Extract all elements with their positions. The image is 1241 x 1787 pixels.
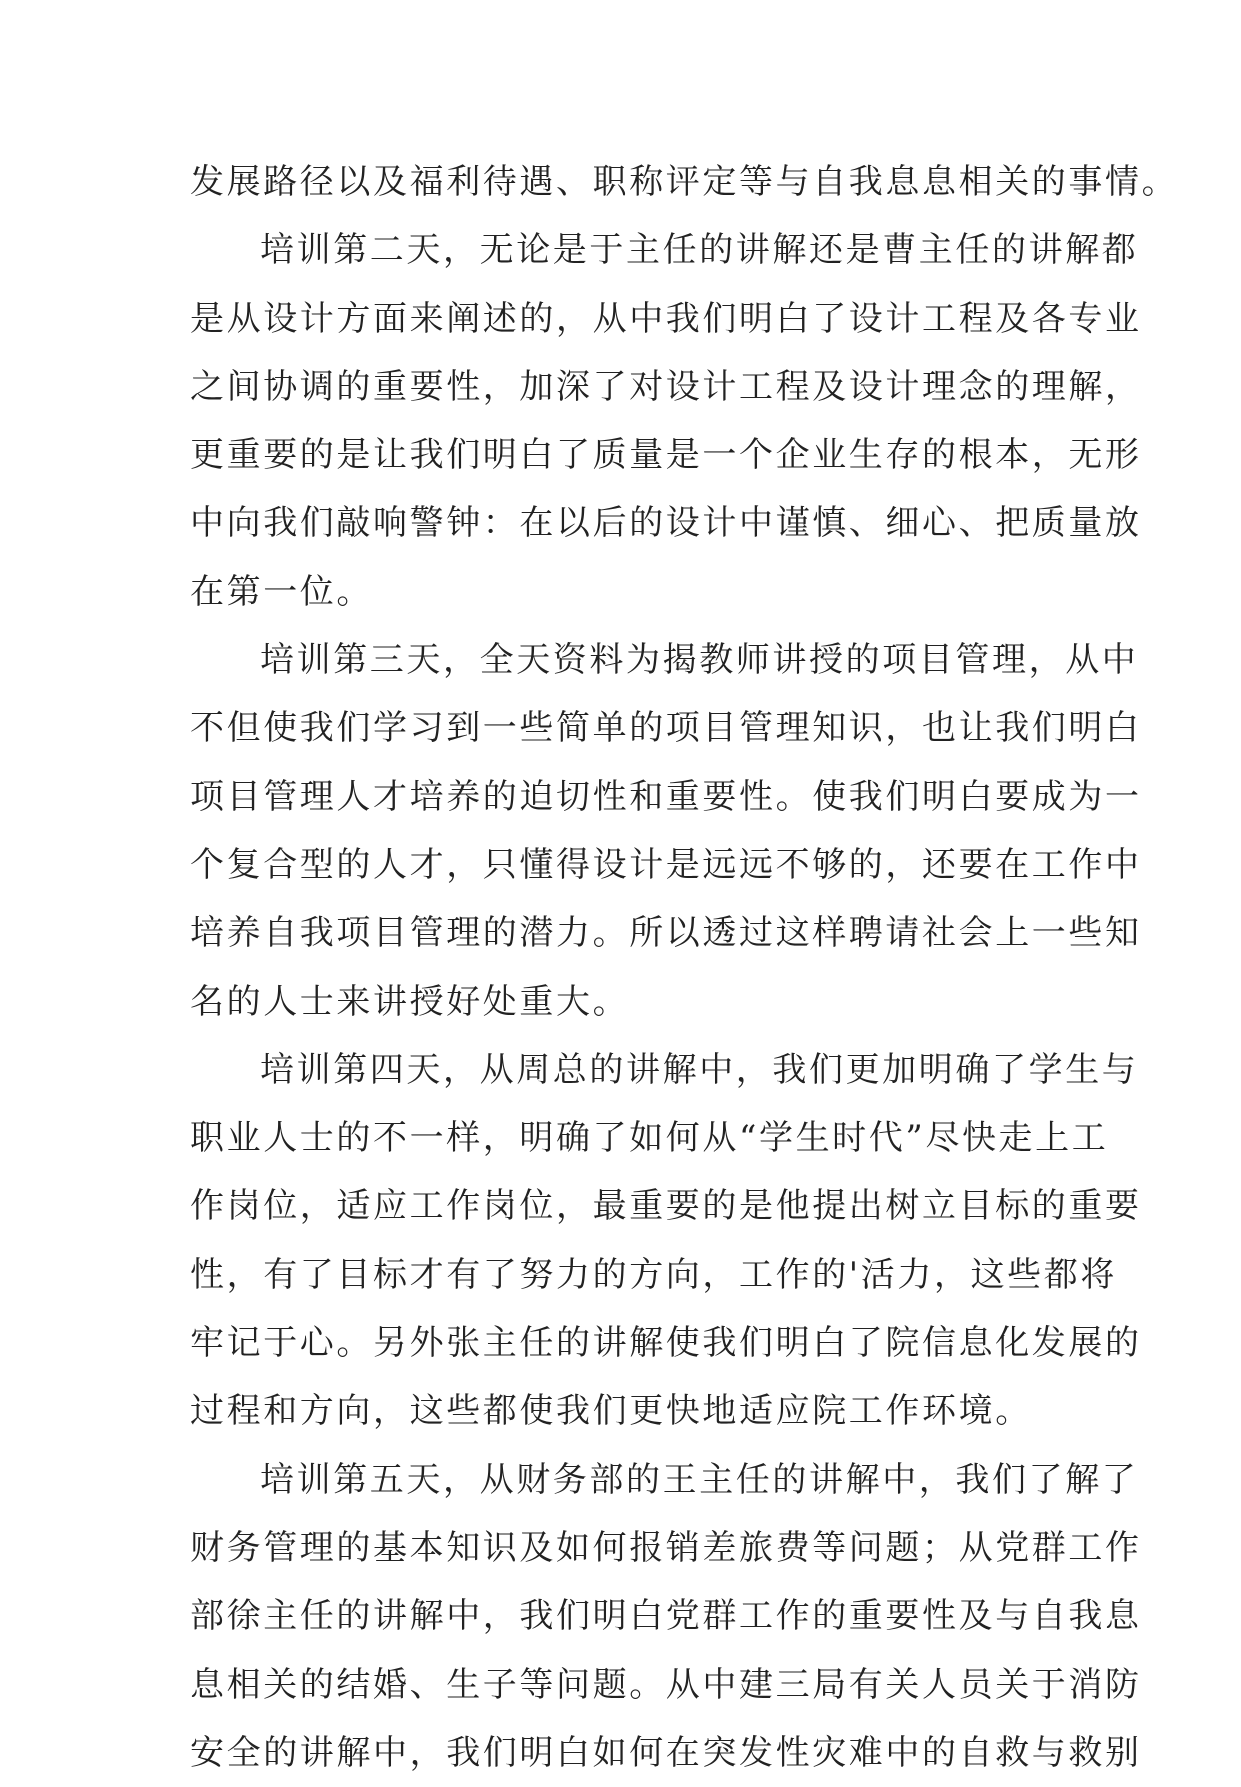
text-line: 过程和方向，这些都使我们更快地适应院工作环境。 <box>190 1391 1032 1432</box>
paragraph-start-line: 培训第四天，从周总的讲解中，我们更加明确了学生与 <box>260 1049 1139 1090</box>
text-line: 是从设计方面来阐述的，从中我们明白了设计工程及各专业 <box>190 298 1142 339</box>
text-line: 息相关的结婚、生子等问题。从中建三局有关人员关于消防 <box>190 1664 1142 1705</box>
paragraph-start-line: 培训第三天，全天资料为揭教师讲授的项目管理，从中 <box>260 640 1139 681</box>
text-line: 职业人士的不一样，明确了如何从“学生时代”尽快走上工 <box>190 1118 1109 1159</box>
text-line: 发展路径以及福利待遇、职称评定等与自我息息相关的事情。 <box>190 162 1179 202</box>
text-line: 在第一位。 <box>190 571 373 612</box>
text-line: 培养自我项目管理的潜力。所以透过这样聘请社会上一些知 <box>190 913 1142 954</box>
paragraph-start-line: 培训第五天，从财务部的王主任的讲解中，我们了解了 <box>260 1459 1139 1500</box>
paragraph-start-line: 培训第二天，无论是于主任的讲解还是曹主任的讲解都 <box>260 230 1139 271</box>
text-line: 安全的讲解中，我们明白如何在突发性灾难中的自救与救别 <box>190 1732 1142 1773</box>
text-line: 名的人士来讲授好处重大。 <box>190 981 630 1022</box>
body-text <box>190 148 1179 1787</box>
text-line: 之间协调的重要性，加深了对设计工程及设计理念的理解， <box>190 366 1142 407</box>
text-line: 牢记于心。另外张主任的讲解使我们明白了院信息化发展的 <box>190 1323 1142 1364</box>
text-line: 不但使我们学习到一些简单的项目管理知识，也让我们明白 <box>190 708 1142 749</box>
text-line: 更重要的是让我们明白了质量是一个企业生存的根本，无形 <box>190 435 1142 476</box>
text-line: 作岗位，适应工作岗位，最重要的是他提出树立目标的重要 <box>190 1186 1142 1227</box>
text-line: 项目管理人才培养的迫切性和重要性。使我们明白要成为一 <box>190 776 1142 817</box>
text-line: 性，有了目标才有了努力的方向，工作的'活力，这些都将 <box>190 1254 1117 1295</box>
text-line: 中向我们敲响警钟：在以后的设计中谨慎、细心、把质量放 <box>190 503 1142 544</box>
text-line: 部徐主任的讲解中，我们明白党群工作的重要性及与自我息 <box>190 1596 1142 1637</box>
text-line: 财务管理的基本知识及如何报销差旅费等问题；从党群工作 <box>190 1527 1142 1568</box>
text-line: 个复合型的人才，只懂得设计是远远不够的，还要在工作中 <box>190 844 1142 885</box>
